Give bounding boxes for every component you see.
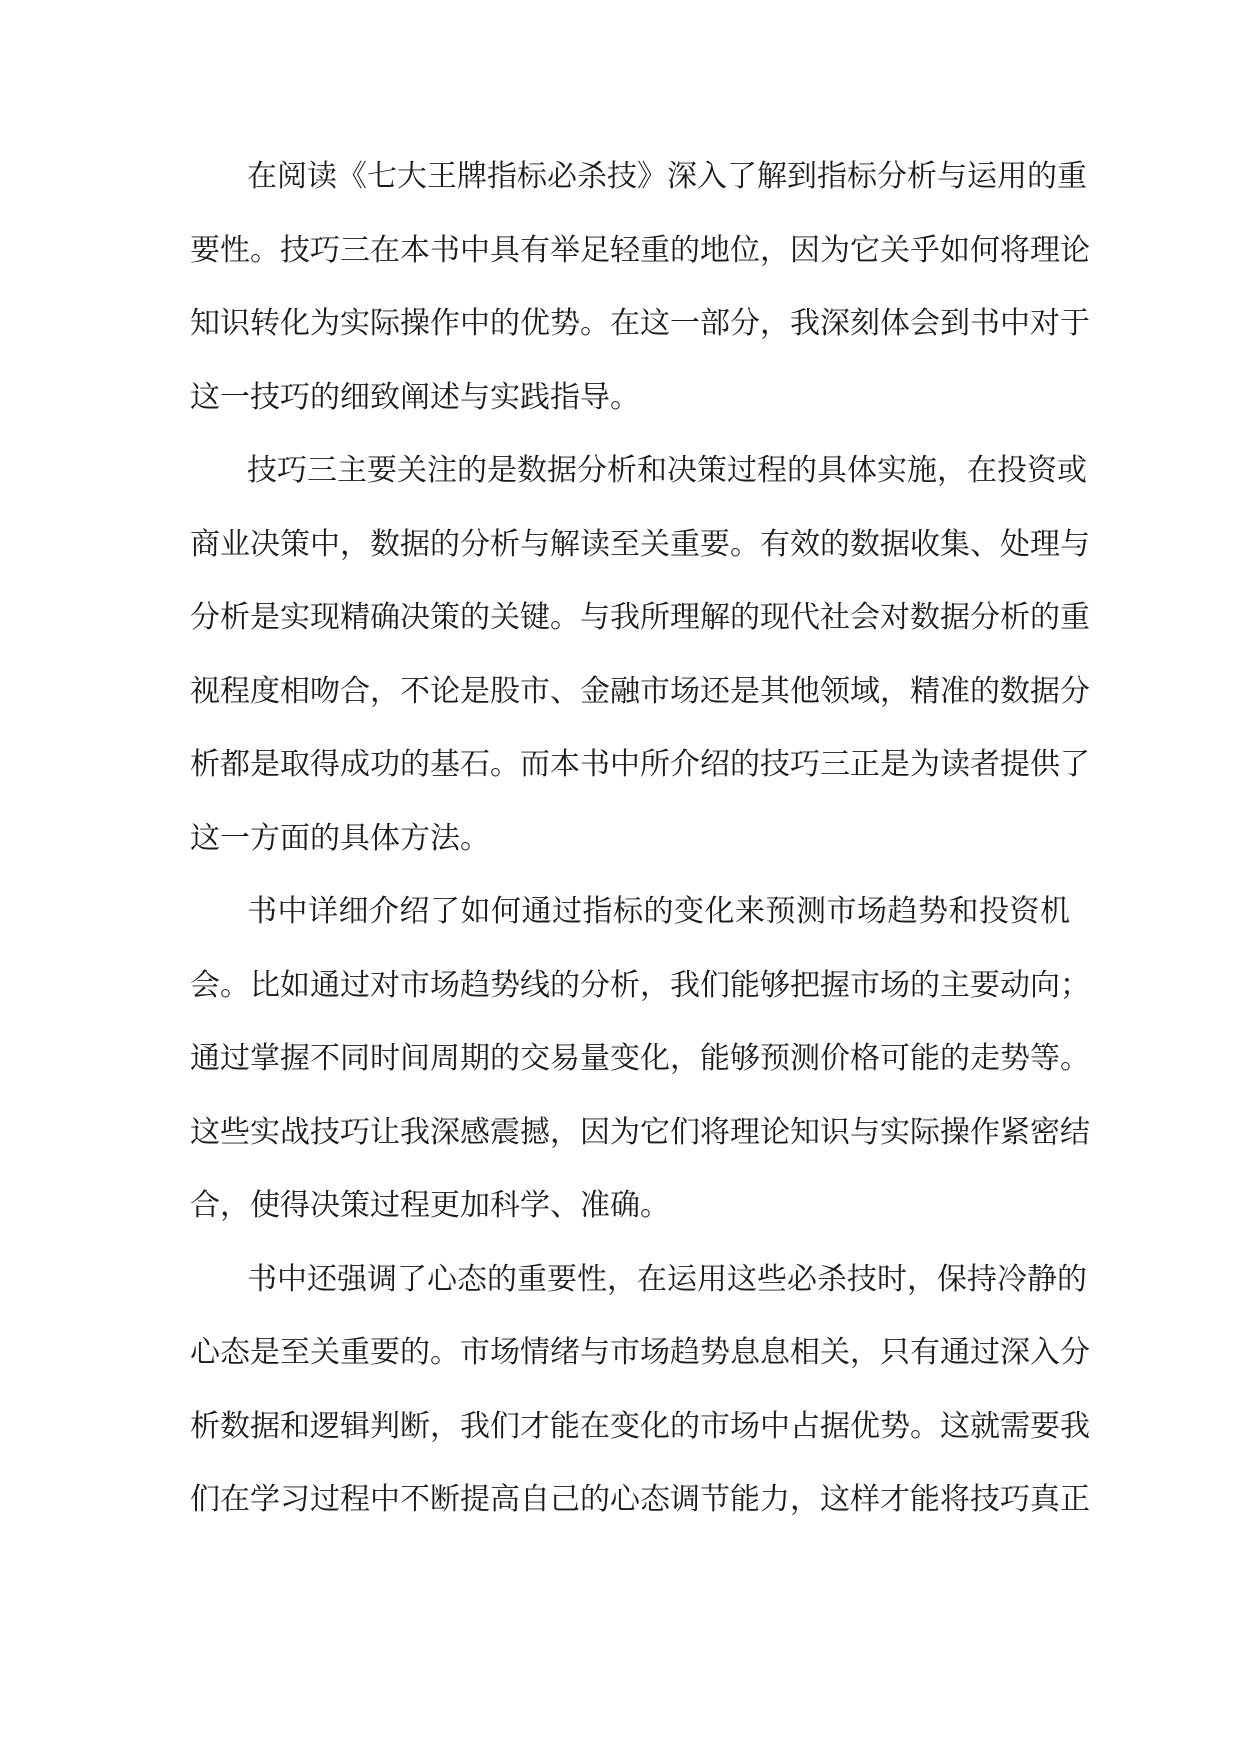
paragraph-4-line-2: 心态是至关重要的。市场情绪与市场趋势息息相关，只有通过深入分 bbox=[190, 1335, 1090, 1370]
paragraph-2-line-1: 技巧三主要关注的是数据分析和决策过程的具体实施，在投资或 bbox=[247, 453, 1087, 488]
paragraph-1-line-3: 知识转化为实际操作中的优势。在这一部分，我深刻体会到书中对于 bbox=[190, 306, 1090, 341]
paragraph-4-line-4: 们在学习过程中不断提高自己的心态调节能力，这样才能将技巧真正 bbox=[190, 1482, 1090, 1517]
paragraph-2-line-3: 分析是实现精确决策的关键。与我所理解的现代社会对数据分析的重 bbox=[190, 600, 1090, 635]
paragraph-4-line-3: 析数据和逻辑判断，我们才能在变化的市场中占据优势。这就需要我 bbox=[190, 1408, 1090, 1444]
paragraph-4-line-1: 书中还强调了心态的重要性，在运用这些必杀技时，保持冷静的 bbox=[247, 1261, 1087, 1297]
body-text bbox=[190, 140, 1090, 1537]
paragraph-1-line-1: 在阅读《七大王牌指标必杀技》深入了解到指标分析与运用的重 bbox=[247, 159, 1087, 194]
paragraph-3-line-1: 书中详细介绍了如何通过指标的变化来预测市场趋势和投资机 bbox=[247, 894, 1070, 929]
paragraph-2-line-4: 视程度相吻合，不论是股市、金融市场还是其他领域，精准的数据分 bbox=[190, 673, 1090, 709]
paragraph-2-line-5: 析都是取得成功的基石。而本书中所介绍的技巧三正是为读者提供了 bbox=[190, 747, 1090, 782]
paragraph-1-line-4: 这一技巧的细致阐述与实践指导。 bbox=[190, 379, 640, 415]
paragraph-3-line-2: 会。比如通过对市场趋势线的分析，我们能够把握市场的主要动向； bbox=[190, 967, 1090, 1003]
paragraph-3-line-4: 这些实战技巧让我深感震撼，因为它们将理论知识与实际操作紧密结 bbox=[190, 1114, 1090, 1150]
paragraph-1-line-2: 要性。技巧三在本书中具有举足轻重的地位，因为它关乎如何将理论 bbox=[190, 232, 1090, 268]
paragraph-2-line-2: 商业决策中，数据的分析与解读至关重要。有效的数据收集、处理与 bbox=[190, 526, 1090, 562]
paragraph-3-line-5: 合，使得决策过程更加科学、准确。 bbox=[190, 1188, 670, 1223]
paragraph-2-line-6: 这一方面的具体方法。 bbox=[190, 820, 490, 856]
paragraph-3-line-3: 通过掌握不同时间周期的交易量变化，能够预测价格可能的走势等。 bbox=[190, 1041, 1090, 1076]
